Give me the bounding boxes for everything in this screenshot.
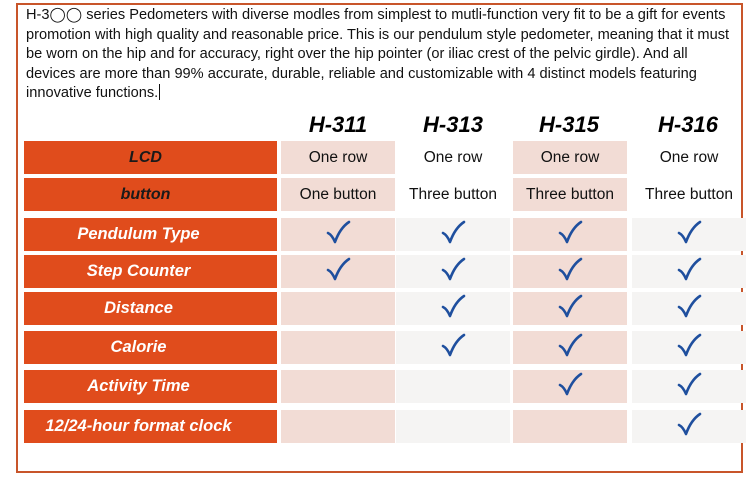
cell-h-313-button — [396, 178, 510, 211]
cell-h-313-step-counter — [396, 255, 510, 288]
cell-h-311-pendulum-type — [281, 218, 395, 251]
checkmark-icon — [325, 256, 351, 287]
cell-h-316-activity-time — [632, 370, 746, 403]
checkmark-icon — [557, 332, 583, 363]
checkmark-icon — [440, 293, 466, 324]
cell-h-316-pendulum-type — [632, 218, 746, 251]
cell-text: Three button — [409, 185, 497, 203]
cell-h-316-step-counter — [632, 255, 746, 288]
checkmark-icon — [557, 293, 583, 324]
cell-h-313-pendulum-type — [396, 218, 510, 251]
cell-text: One row — [308, 148, 368, 166]
cell-h-313-calorie — [396, 331, 510, 364]
cell-h-311-step-counter — [281, 255, 395, 288]
row-label-distance: Distance — [24, 292, 277, 325]
cell-h-316-12-24-hour-format-clock — [632, 410, 746, 443]
cell-h-313-12-24-hour-format-clock — [396, 410, 510, 443]
cell-h-315-activity-time — [513, 370, 627, 403]
cell-text: One button — [299, 185, 377, 203]
cell-h-313-lcd — [396, 141, 510, 174]
cell-h-311-lcd — [281, 141, 395, 174]
row-label-lcd: LCD — [24, 141, 277, 174]
checkmark-icon — [676, 371, 702, 402]
cell-h-311-calorie — [281, 331, 395, 364]
cell-h-316-calorie — [632, 331, 746, 364]
cell-h-315-button — [513, 178, 627, 211]
checkmark-icon — [440, 219, 466, 250]
cell-h-316-lcd — [632, 141, 746, 174]
cell-h-311-distance — [281, 292, 395, 325]
checkmark-icon — [676, 256, 702, 287]
cell-text: Three button — [526, 185, 614, 203]
row-label-step-counter: Step Counter — [24, 255, 277, 288]
cell-h-311-button — [281, 178, 395, 211]
checkmark-icon — [557, 219, 583, 250]
cell-h-313-distance — [396, 292, 510, 325]
checkmark-icon — [557, 256, 583, 287]
cell-h-316-button — [632, 178, 746, 211]
cell-h-313-activity-time — [396, 370, 510, 403]
checkmark-icon — [440, 332, 466, 363]
row-label-12-24-hour-format-clock: 12/24-hour format clock — [24, 410, 277, 443]
row-label-activity-time: Activity Time — [24, 370, 277, 403]
model-header-h-313: H-313 — [423, 112, 483, 137]
cell-h-311-activity-time — [281, 370, 395, 403]
intro-text: H-3◯◯ series Pedometers with diverse modles from simplest to mutli-function very fit to be a gift for events promotion with high quality and reasonable price. This is our pendulum style pedometer, meaning that it must be worn on the hip and for accuracy, right over the hip pointer (or iliac crest of the pelvic girdle). And all devices are more than 99% accurate, durable, reliable and customizable with 4 distinct models featuring innovative functions. — [26, 7, 730, 101]
cell-h-315-12-24-hour-format-clock — [513, 410, 627, 443]
cell-h-316-distance — [632, 292, 746, 325]
cell-h-315-pendulum-type — [513, 218, 627, 251]
cell-h-315-step-counter — [513, 255, 627, 288]
cell-h-311-12-24-hour-format-clock — [281, 410, 395, 443]
checkmark-icon — [676, 293, 702, 324]
row-label-pendulum-type: Pendulum Type — [24, 218, 277, 251]
checkmark-icon — [676, 332, 702, 363]
checkmark-icon — [676, 411, 702, 442]
checkmark-icon — [676, 219, 702, 250]
model-header-h-316: H-316 — [658, 112, 718, 137]
cell-h-315-lcd — [513, 141, 627, 174]
cell-text: One row — [423, 148, 483, 166]
model-header-h-315: H-315 — [539, 112, 599, 137]
intro-paragraph — [26, 6, 738, 104]
cell-h-315-distance — [513, 292, 627, 325]
row-label-calorie: Calorie — [24, 331, 277, 364]
checkmark-icon — [325, 219, 351, 250]
checkmark-icon — [440, 256, 466, 287]
model-header-h-311: H-311 — [308, 112, 368, 137]
cell-text: One row — [540, 148, 600, 166]
row-label-button: button — [24, 178, 277, 211]
cell-h-315-calorie — [513, 331, 627, 364]
cell-text: One row — [659, 148, 719, 166]
text-cursor — [159, 84, 160, 100]
checkmark-icon — [557, 371, 583, 402]
cell-text: Three button — [645, 185, 733, 203]
